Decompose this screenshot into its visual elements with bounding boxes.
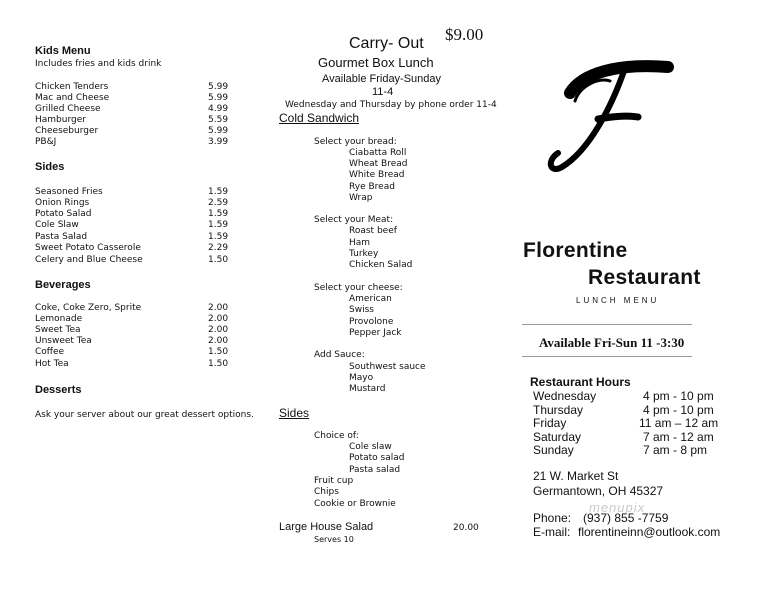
sides-title: Sides (35, 161, 65, 173)
side-choice: Cole slaw (349, 442, 392, 452)
cheese-option: Pepper Jack (349, 328, 402, 338)
menu-item-name: Lemonade (35, 314, 83, 324)
bread-option: Ciabatta Roll (349, 148, 407, 158)
menu-item-price: 2.00 (208, 336, 229, 346)
cheese-option: Provolone (349, 317, 394, 327)
other-side: Cookie or Brownie (314, 499, 396, 509)
menu-item-name: Celery and Blue Cheese (35, 255, 143, 265)
hours-time: 7 am - 12 am (643, 430, 714, 444)
menu-item-price: 2.29 (208, 243, 229, 253)
carryout-sides-title: Sides (279, 406, 310, 420)
address-line2: Germantown, OH 45327 (533, 484, 664, 498)
menu-item-name: Coke, Coke Zero, Sprite (35, 303, 142, 313)
sauce-prompt: Add Sauce: (314, 350, 365, 360)
hours-time: 4 pm - 10 pm (643, 403, 714, 417)
hours-title: Restaurant Hours (530, 375, 631, 389)
desserts-title: Desserts (35, 384, 82, 396)
meat-option: Roast beef (349, 226, 397, 236)
bread-option: Wrap (349, 193, 373, 203)
large-salad-price: 20.00 (453, 523, 479, 533)
address-line1: 21 W. Market St (533, 469, 619, 483)
email-label: E-mail: (533, 525, 571, 539)
menu-item-price: 5.99 (208, 93, 229, 103)
meat-prompt: Select your Meat: (314, 215, 394, 225)
sauce-option: Southwest sauce (349, 362, 426, 372)
menu-item-name: Grilled Cheese (35, 104, 101, 114)
menu-item-price: 3.99 (208, 137, 229, 147)
restaurant-name-line2: Restaurant (588, 266, 701, 289)
menu-item-price: 2.00 (208, 325, 229, 335)
bread-prompt: Select your bread: (314, 137, 397, 147)
hours-day: Wednesday (533, 389, 597, 403)
menu-item-price: 1.59 (208, 220, 229, 230)
sauce-option: Mustard (349, 384, 386, 394)
bread-option: Rye Bread (349, 182, 395, 192)
menu-item-price: 5.59 (208, 115, 229, 125)
menu-item-name: PB&J (35, 137, 57, 147)
carryout-subtitle: Gourmet Box Lunch (318, 55, 434, 70)
divider-bottom (522, 356, 692, 357)
meat-option: Chicken Salad (349, 260, 413, 270)
carryout-hours: 11-4 (372, 86, 394, 98)
divider-top (522, 324, 692, 325)
carryout-availability: Available Friday-Sunday (322, 73, 442, 85)
large-salad-name: Large House Salad (279, 521, 374, 533)
carryout-title: Carry- Out (349, 35, 424, 52)
menu-item-price: 2.59 (208, 198, 229, 208)
bread-option: Wheat Bread (349, 159, 408, 169)
hours-day: Saturday (533, 430, 582, 444)
hours-time: 7 am - 8 pm (643, 443, 708, 457)
menu-item-name: Coffee (35, 347, 65, 357)
choice-prompt: Choice of: (314, 431, 359, 441)
meat-option: Ham (349, 238, 371, 248)
large-salad-note: Serves 10 (314, 535, 354, 544)
menu-item-name: Sweet Tea (35, 325, 81, 335)
menu-item-price: 2.00 (208, 314, 229, 324)
menu-item-name: Hot Tea (35, 359, 69, 369)
lunch-availability: Available Fri-Sun 11 -3:30 (539, 335, 685, 350)
cold-sandwich-title: Cold Sandwich (279, 111, 360, 125)
desserts-note: Ask your server about our great dessert options. (35, 410, 254, 420)
menu-item-name: Mac and Cheese (35, 93, 110, 103)
carryout-phone-order: Wednesday and Thursday by phone order 11-4 (285, 100, 497, 110)
menu-item-price: 5.99 (208, 126, 229, 136)
side-choice: Potato salad (349, 453, 405, 463)
kids-menu-title: Kids Menu (35, 45, 91, 57)
beverages-title: Beverages (35, 279, 91, 291)
other-side: Fruit cup (314, 476, 354, 486)
menu-item-price: 1.50 (208, 359, 229, 369)
menu-item-name: Onion Rings (35, 198, 90, 208)
sauce-option: Mayo (349, 373, 374, 383)
menu-item-price: 1.59 (208, 209, 229, 219)
meat-option: Turkey (349, 249, 379, 259)
phone-number[interactable]: (937) 855 -7759 (583, 511, 669, 525)
menu-item-name: Hamburger (35, 115, 86, 125)
script-f-logo-icon (540, 55, 675, 180)
menu-item-name: Cheeseburger (35, 126, 99, 136)
menu-item-name: Seasoned Fries (35, 187, 103, 197)
menu-item-name: Chicken Tenders (35, 82, 109, 92)
menu-item-price: 5.99 (208, 82, 229, 92)
menu-item-price: 2.00 (208, 303, 229, 313)
cheese-option: American (349, 294, 392, 304)
hours-day: Thursday (533, 403, 584, 417)
menu-item-name: Pasta Salad (35, 232, 88, 242)
menu-item-name: Unsweet Tea (35, 336, 92, 346)
menu-item-price: 4.99 (208, 104, 229, 114)
menu-item-price: 1.50 (208, 255, 229, 265)
menu-item-price: 1.59 (208, 187, 229, 197)
kids-menu-note: Includes fries and kids drink (35, 59, 162, 69)
other-side: Chips (314, 487, 339, 497)
cheese-prompt: Select your cheese: (314, 283, 403, 293)
watermark-text: menupix (589, 500, 646, 515)
hours-time: 11 am – 12 am (639, 416, 719, 430)
restaurant-tagline: LUNCH MENU (576, 296, 660, 305)
hours-day: Sunday (533, 443, 574, 457)
phone-label: Phone: (533, 511, 572, 525)
hours-time: 4 pm - 10 pm (643, 389, 714, 403)
bread-option: White Bread (349, 170, 405, 180)
email-address[interactable]: florentineinn@outlook.com (578, 525, 721, 539)
menu-item-name: Cole Slaw (35, 220, 79, 230)
carryout-price: $9.00 (445, 25, 484, 44)
hours-day: Friday (533, 416, 567, 430)
restaurant-name-line1: Florentine (523, 239, 628, 262)
side-choice: Pasta salad (349, 465, 401, 475)
menu-item-price: 1.59 (208, 232, 229, 242)
menu-item-price: 1.50 (208, 347, 229, 357)
menu-item-name: Sweet Potato Casserole (35, 243, 141, 253)
menu-item-name: Potato Salad (35, 209, 92, 219)
cheese-option: Swiss (349, 305, 374, 315)
